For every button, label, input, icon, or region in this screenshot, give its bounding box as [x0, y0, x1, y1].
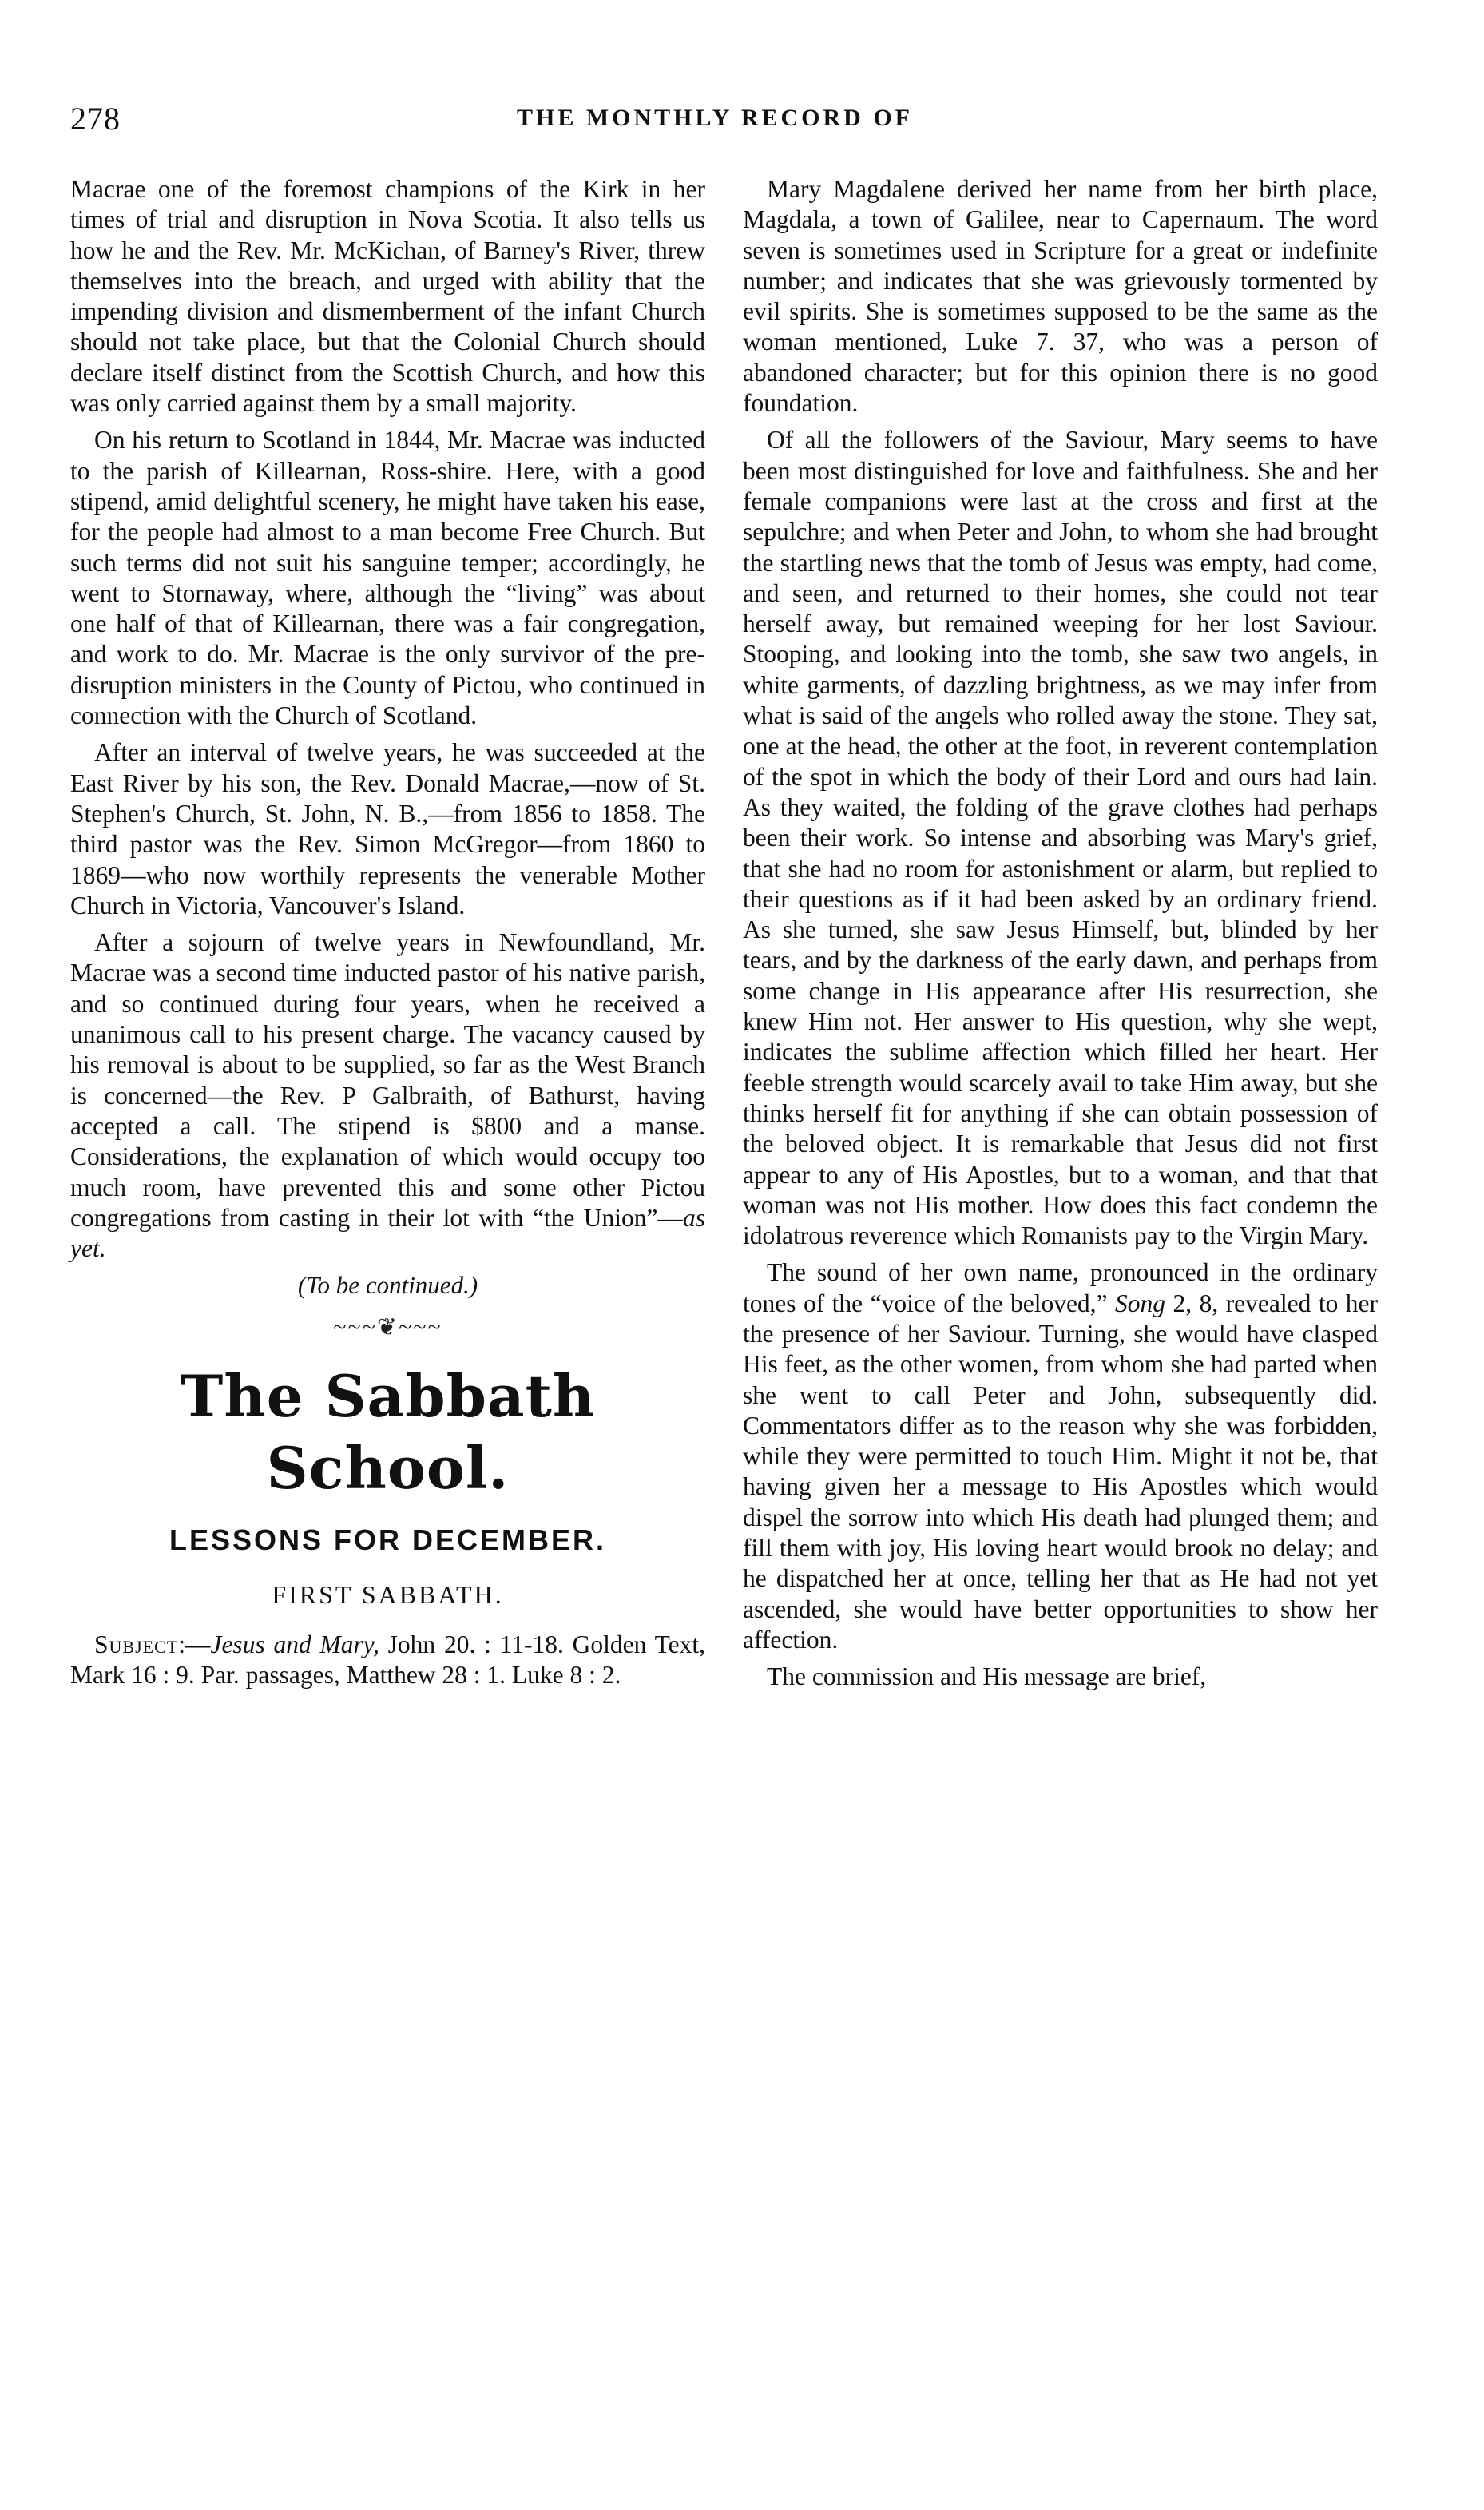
subsection-heading: FIRST SABBATH.	[272, 1580, 504, 1610]
running-head: THE MONTHLY RECORD OF	[517, 105, 913, 131]
paragraph: Macrae one of the foremost champions of the Kirk in her times of trial and disruption in Nova Scotia. It also tells us how he and the Rev. Mr. McKichan, of Barney's River, threw themselves into the breach, and urged with ability that the impending division and dismemberment of the infant Church should not take place, but that the Colonial Church should declare itself distinct from the Scottish Church, and how this was only carried against them by a small majority.	[70, 175, 705, 418]
subject-separator: :—	[178, 1630, 211, 1658]
paragraph-text: The sound of her own name, pronounced in the ordinary tones of the “voice of the beloved,”	[743, 1258, 1378, 1317]
paragraph	[70, 927, 705, 1264]
subject-references: John 20. : 11-18. Golden Text, Mark 16 : 9. Par. passages, Matthew 28 : 1. Luke 8 : 2.	[70, 1630, 705, 1689]
paragraph-text: 2, 8, revealed to her the presence of her Saviour. Turning, she would have clasped His feet, as the other women, from whom she had parted when she went to call Peter and John, subsequently did. Commentators differ as to the reason why she was forbidden, while they were permitted to touch Him. Might it not be, that having given her a message to His Apostles which would dispel the sorrow into which His death had plunged them; and fill them with joy, His loving heart would brook no delay; and he dispatched her at once, telling her that as He had not yet ascended, she would have better opportunities to show her affection.	[743, 1289, 1379, 1654]
song-reference: Song	[1115, 1289, 1166, 1317]
paragraph: The commission and His message are brief,	[767, 1662, 1207, 1691]
paragraph: On his return to Scotland in 1844, Mr. Macrae was inducted to the parish of Killearnan, Ross-shire. Here, with a good stipend, amid delightful scenery, he might have taken his ease, for the people had almost to a man become Free Church. But such terms did not suit his sanguine temper; accordingly, he went to Stornaway, where, although the “living” was about one half of that of Killearnan, there was a fair congregation, and work to do. Mr. Macrae is the only survivor of the pre-disruption ministers in the County of Pictou, who continued in connection with the Church of Scotland.	[70, 426, 705, 730]
subject-paragraph	[70, 1630, 705, 1691]
left-column	[70, 174, 705, 1697]
paragraph-text: After a sojourn of twelve years in Newfoundland, Mr. Macrae was a second time inducted pastor of his native parish, and so continued during four years, when he received a unanimous call to his present charge. The vacancy caused by his removal is about to be supplied, so far as the West Branch is concerned—the Rev. P Galbraith, of Bathurst, having accepted a call. The stipend is $800 and a manse. Considerations, the explanation of which would occupy too much room, have prevented this and some other Pictou congregations from casting in their lot with “the Union”—	[70, 928, 705, 1232]
section-title: The Sabbath School.	[180, 1361, 596, 1502]
ornament-divider-icon: ~~~❦~~~	[333, 1313, 442, 1340]
paragraph: Of all the followers of the Saviour, Mary seems to have been most distinguished for love and faithfulness. She and her female companions were last at the cross and first at the sepulchre; and when Peter and John, to whom she had brought the startling news that the tomb of Jesus was empty, had come, and seen, and returned to their homes, she could not tear herself away, but remained weeping for her lost Saviour. Stooping, and looking into the tomb, she saw two angels, in white garments, of dazzling brightness, as we may infer from what is said of the angels who rolled away the stone. They sat, one at the head, the other at the foot, in reverent contemplation of the spot in which the body of their Lord and ours had lain. As they waited, the folding of the grave clothes had perhaps been their work. So intense and absorbing was Mary's grief, that she had no room for astonishment or alarm, but replied to their questions as if it had been asked by an ordinary friend. As she turned, she saw Jesus Himself, but, blinded by her tears, and by the darkness of the early dawn, and perhaps from some change in His appearance after His resurrection, she knew Him not. Her answer to His question, why she wept, indicates the sublime affection which filled her heart. Her feeble strength would scarcely avail to take Him away, but she thinks herself fit for anything if she can obtain possession of the beloved object. It is remarkable that Jesus did not first appear to any of His Apostles, but to a woman, and that that woman was not His mother. How does this fact condemn the idolatrous reverence which Romanists pay to the Virgin Mary.	[743, 426, 1378, 1250]
paragraph	[743, 1257, 1378, 1655]
page-number: 278	[70, 101, 121, 137]
page-header	[56, 100, 1374, 148]
right-column	[743, 174, 1378, 1699]
paragraph: Mary Magdalene derived her name from her birth place, Magdala, a town of Galilee, near to Capernaum. The word seven is sometimes used in Scripture for a great or indefinite number; and indicates that she was grievously tormented by evil spirits. She is sometimes supposed to be the same as the woman mentioned, Luke 7. 37, who was a person of abandoned character; but for this opinion there is no good foundation.	[743, 175, 1378, 418]
emphasis-text: as yet.	[70, 1203, 705, 1263]
lessons-heading: LESSONS FOR DECEMBER.	[169, 1523, 607, 1556]
to-be-continued: (To be continued.)	[297, 1271, 478, 1300]
paragraph: After an interval of twelve years, he was succeeded at the East River by his son, the Rev. Donald Macrae,—now of St. Stephen's Church, St. John, N. B.,—from 1856 to 1858. The third pastor was the Rev. Simon McGregor—from 1860 to 1869—who now worthily represents the venerable Mother Church in Victoria, Vancouver's Island.	[70, 738, 705, 919]
subject-label: Subject	[94, 1630, 179, 1658]
subject-title: Jesus and Mary,	[210, 1630, 379, 1658]
